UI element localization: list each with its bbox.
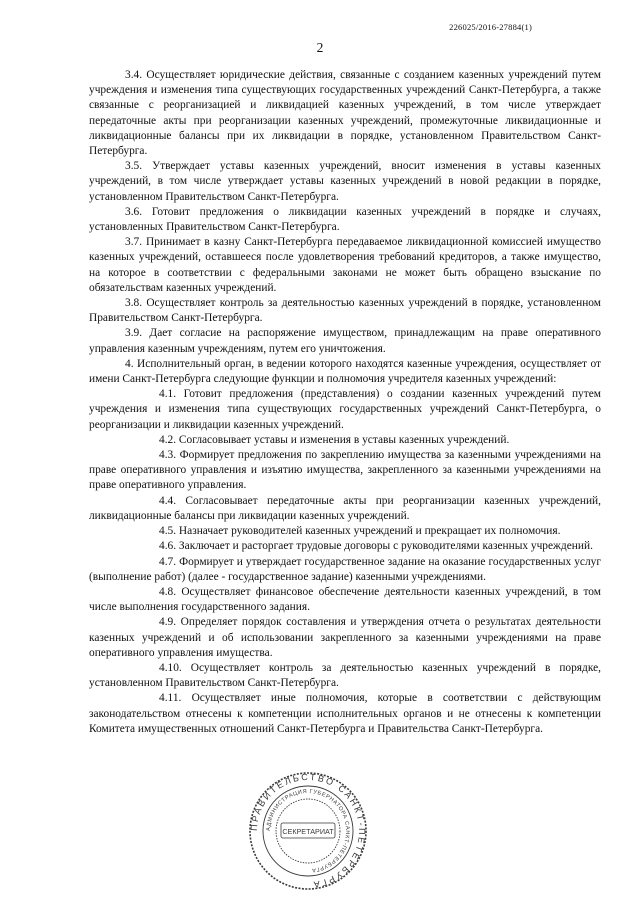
paragraph-4-1: 4.1. Готовит предложения (представления) о создании казенных учреждений путем учреждения и изменения типа существующих государственных учреждений Санкт-Петербурга, о реорганизации и ликвидации казенных учреждений. — [89, 388, 601, 431]
stamp-inner-ring-text: АДМИНИСТРАЦИЯ ГУБЕРНАТОРА САНКТ-ПЕТЕРБУРГА — [265, 788, 351, 873]
paragraph-3-6: 3.6. Готовит предложения о ликвидации казенных учреждений в порядке и случаях, установленных Правительством Санкт-Петербурга. — [89, 205, 601, 234]
paragraph-4-5: 4.5. Назначает руководителей казенных учреждений и прекращает их полномочия. — [159, 525, 561, 538]
stamp-outer-ring-text: ПРАВИТЕЛЬСТВО САНКТ-ПЕТЕРБУРГА — [248, 771, 368, 890]
secretariat-stamp — [248, 771, 368, 891]
paragraph-4-2: 4.2. Согласовывает уставы и изменения в уставы казенных учреждений. — [159, 433, 510, 446]
paragraph-4-9: 4.9. Определяет порядок составления и утверждения отчета о результатах деятельности казенных учреждений и об использовании закрепленного за казенными учреждениями на праве оперативного управления имущества. — [89, 616, 601, 659]
stamp-seal-icon — [248, 771, 368, 891]
page-number: 2 — [316, 40, 324, 55]
paragraph-4-10: 4.10. Осуществляет контроль за деятельностью казенных учреждений в порядке, установленном Правительством Санкт-Петербурга. — [89, 661, 601, 690]
paragraph-4-6: 4.6. Заключает и расторгает трудовые договоры с руководителями казенных учреждений. — [159, 540, 593, 553]
paragraph-4-7: 4.7. Формирует и утверждает государственное задание на оказание государственных услуг (выполнение работ) (далее - государственное задание) казенными учреждениями. — [89, 555, 601, 583]
paragraph-3-7: 3.7. Принимает в казну Санкт-Петербурга передаваемое ликвидационной комиссией имущество казенных учреждений, оставшееся после удовлетворения требований кредиторов, а также имущество, на которое в соответствии с федеральными законами не может быть обращено взыскание по обязательствам казенных учреждений. — [89, 236, 601, 294]
paragraph-4-3: 4.3. Формирует предложения по закреплению имущества за казенными учреждениями на праве оперативного управления и изъятию имущества, закрепленного за казенными учреждениями на праве оперативного управления. — [89, 449, 601, 492]
paragraph-3-8: 3.8. Осуществляет контроль за деятельностью казенных учреждений в порядке, установленном Правительством Санкт-Петербурга. — [89, 297, 601, 325]
paragraph-4-11: 4.11. Осуществляет иные полномочия, которые в соответствии с действующим законодательством отнесены к компетенции исполнительных органов и не отнесены к компетенции Комитета имущественных отношений Санкт-Петербурга и Правительства Санкт-Петербурга. — [89, 692, 601, 735]
paragraph-3-5: 3.5. Утверждает уставы казенных учреждений, вносит изменения в уставы казенных учреждений, в том числе утверждает уставы казенных учреждений в новой редакции в порядке, установленном Правительством Санкт-Петербурга. — [89, 160, 601, 203]
paragraph-3-9: 3.9. Дает согласие на распоряжение имуществом, принадлежащим на праве оперативного управления казенным учреждениям, путем его уничтожения. — [89, 327, 601, 355]
stamp-center-text: СЕКРЕТАРИАТ — [282, 827, 334, 836]
paragraph-4-8: 4.8. Осуществляет финансовое обеспечение деятельности казенных учреждений, в том числе выполнения государственного задания. — [89, 585, 601, 614]
document-body — [89, 68, 601, 737]
paragraph-4: 4. Исполнительный орган, в ведении которого находятся казенные учреждения, осуществляет от имени Санкт-Петербурга следующие функции и полномочия учредителя казенных учреждений: — [89, 357, 601, 386]
document-id: 226025/2016-27884(1) — [449, 22, 532, 32]
paragraph-3-4: 3.4. Осуществляет юридические действия, связанные с созданием казенных учреждений путем учреждения и изменения типа существующих государственных учреждений Санкт-Петербурга, а также связанные с реорганизацией и ликвидацией казенных учреждений, в том числе утверждает передаточные акты при реорганизации казенных учреждений, промежуточные ликвидационные и ликвидационные балансы при их ликвидации в порядке, установленном Правительством Санкт-Петербурга. — [89, 69, 601, 158]
paragraph-4-4: 4.4. Согласовывает передаточные акты при реорганизации казенных учреждений, ликвидационные балансы при ликвидации казенных учреждений. — [89, 494, 601, 522]
